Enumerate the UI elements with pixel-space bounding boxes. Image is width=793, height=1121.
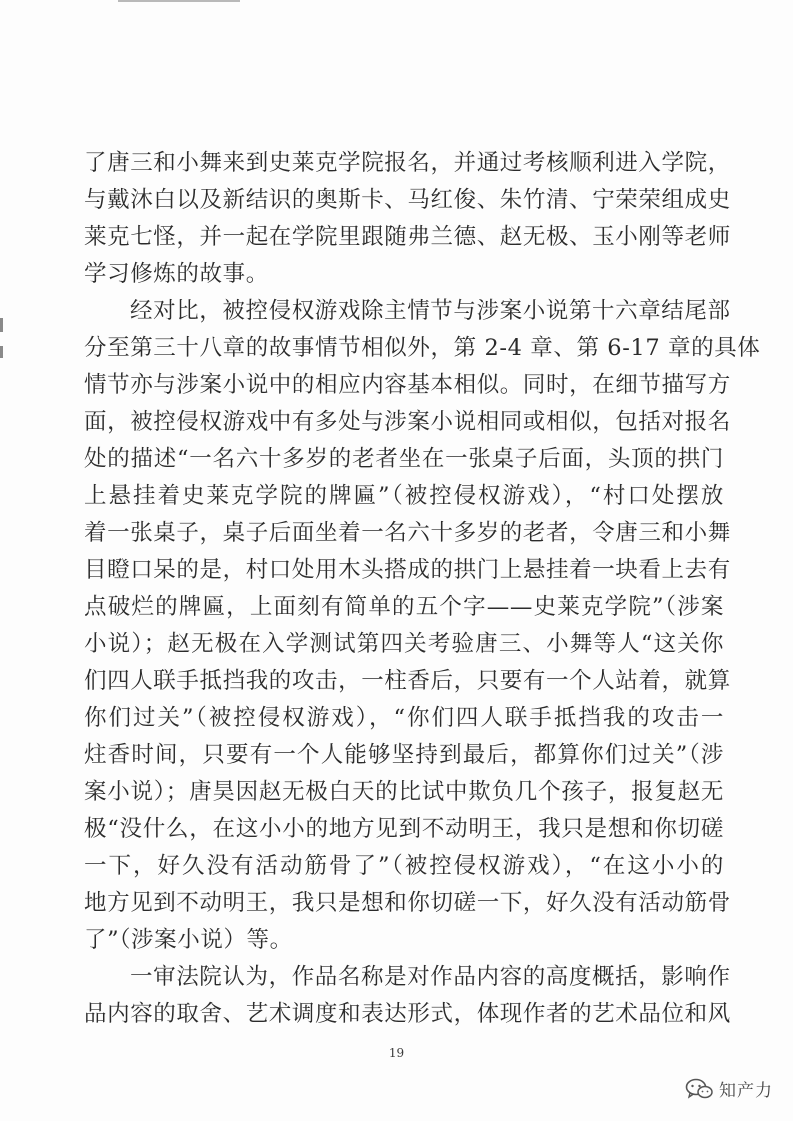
text-line: 点破烂的牌匾，上面刻有简单的五个字——史莱克学院”（涉案 [84, 594, 724, 620]
text-line: 了”（涉案小说）等。 [84, 927, 293, 953]
text-line: 目瞪口呆的是，村口处用木头搭成的拱门上悬挂着一块看上去有 [84, 557, 731, 583]
text-line: 学习修炼的故事。 [84, 261, 269, 287]
text-line: 地方见到不动明王，我只是想和你切磋一下，好久没有活动筋骨 [84, 890, 731, 916]
text-line: 极“没什么，在这小小的地方见到不动明王，我只是想和你切磋 [84, 816, 724, 842]
wechat-icon [685, 1078, 713, 1100]
text-line: 莱克七怪，并一起在学院里跟随弗兰德、赵无极、玉小刚等老师 [84, 224, 731, 250]
text-line: 们四人联手抵挡我的攻击，一柱香后，只要有一个人站着，就算 [84, 668, 731, 694]
text-line: 一审法院认为，作品名称是对作品内容的高度概括，影响作 [130, 964, 731, 990]
text-line: 情节亦与涉案小说中的相应内容基本相似。同时，在细节描写方 [84, 372, 731, 398]
text-line: 案小说）；唐昊因赵无极白天的比试中欺负几个孩子，报复赵无 [84, 779, 724, 805]
text-line: 面，被控侵权游戏中有多处与涉案小说相同或相似，包括对报名 [84, 409, 731, 435]
text-line: 小说）；赵无极在入学测试第四关考验唐三、小舞等人“这关你 [84, 631, 724, 657]
text-line: 你们过关”（被控侵权游戏），“你们四人联手抵挡我的攻击一 [84, 705, 724, 731]
text-line: 炷香时间，只要有一个人能够坚持到最后，都算你们过关”（涉 [84, 742, 724, 768]
text-line: 上悬挂着史莱克学院的牌匾”（被控侵权游戏），“村口处摆放 [84, 483, 724, 509]
text-line: 分至第三十八章的故事情节相似外，第 2-4 章、第 6-17 章的具体 [84, 335, 761, 361]
body-text [84, 145, 761, 1033]
text-line: 处的描述“一名六十多岁的老者坐在一张桌子后面，头顶的拱门 [84, 446, 724, 472]
watermark-text: 知产力 [719, 1081, 773, 1101]
text-line: 了唐三和小舞来到史莱克学院报名，并通过考核顺利进入学院， [84, 150, 731, 176]
text-line: 经对比，被控侵权游戏除主情节与涉案小说第十六章结尾部 [130, 298, 731, 324]
watermark [685, 1076, 773, 1101]
margin-mark [0, 318, 3, 332]
text-line: 与戴沐白以及新结识的奥斯卡、马红俊、朱竹清、宁荣荣组成史 [84, 187, 731, 213]
text-line: 品内容的取舍、艺术调度和表达形式，体现作者的艺术品位和风 [84, 1001, 731, 1027]
margin-mark [0, 346, 3, 358]
text-line: 一下，好久没有活动筋骨了”（被控侵权游戏），“在这小小的 [84, 853, 724, 879]
top-rule [118, 0, 240, 2]
text-line: 着一张桌子，桌子后面坐着一名六十多岁的老者，令唐三和小舞 [84, 520, 731, 546]
page-number: 19 [388, 1046, 405, 1060]
